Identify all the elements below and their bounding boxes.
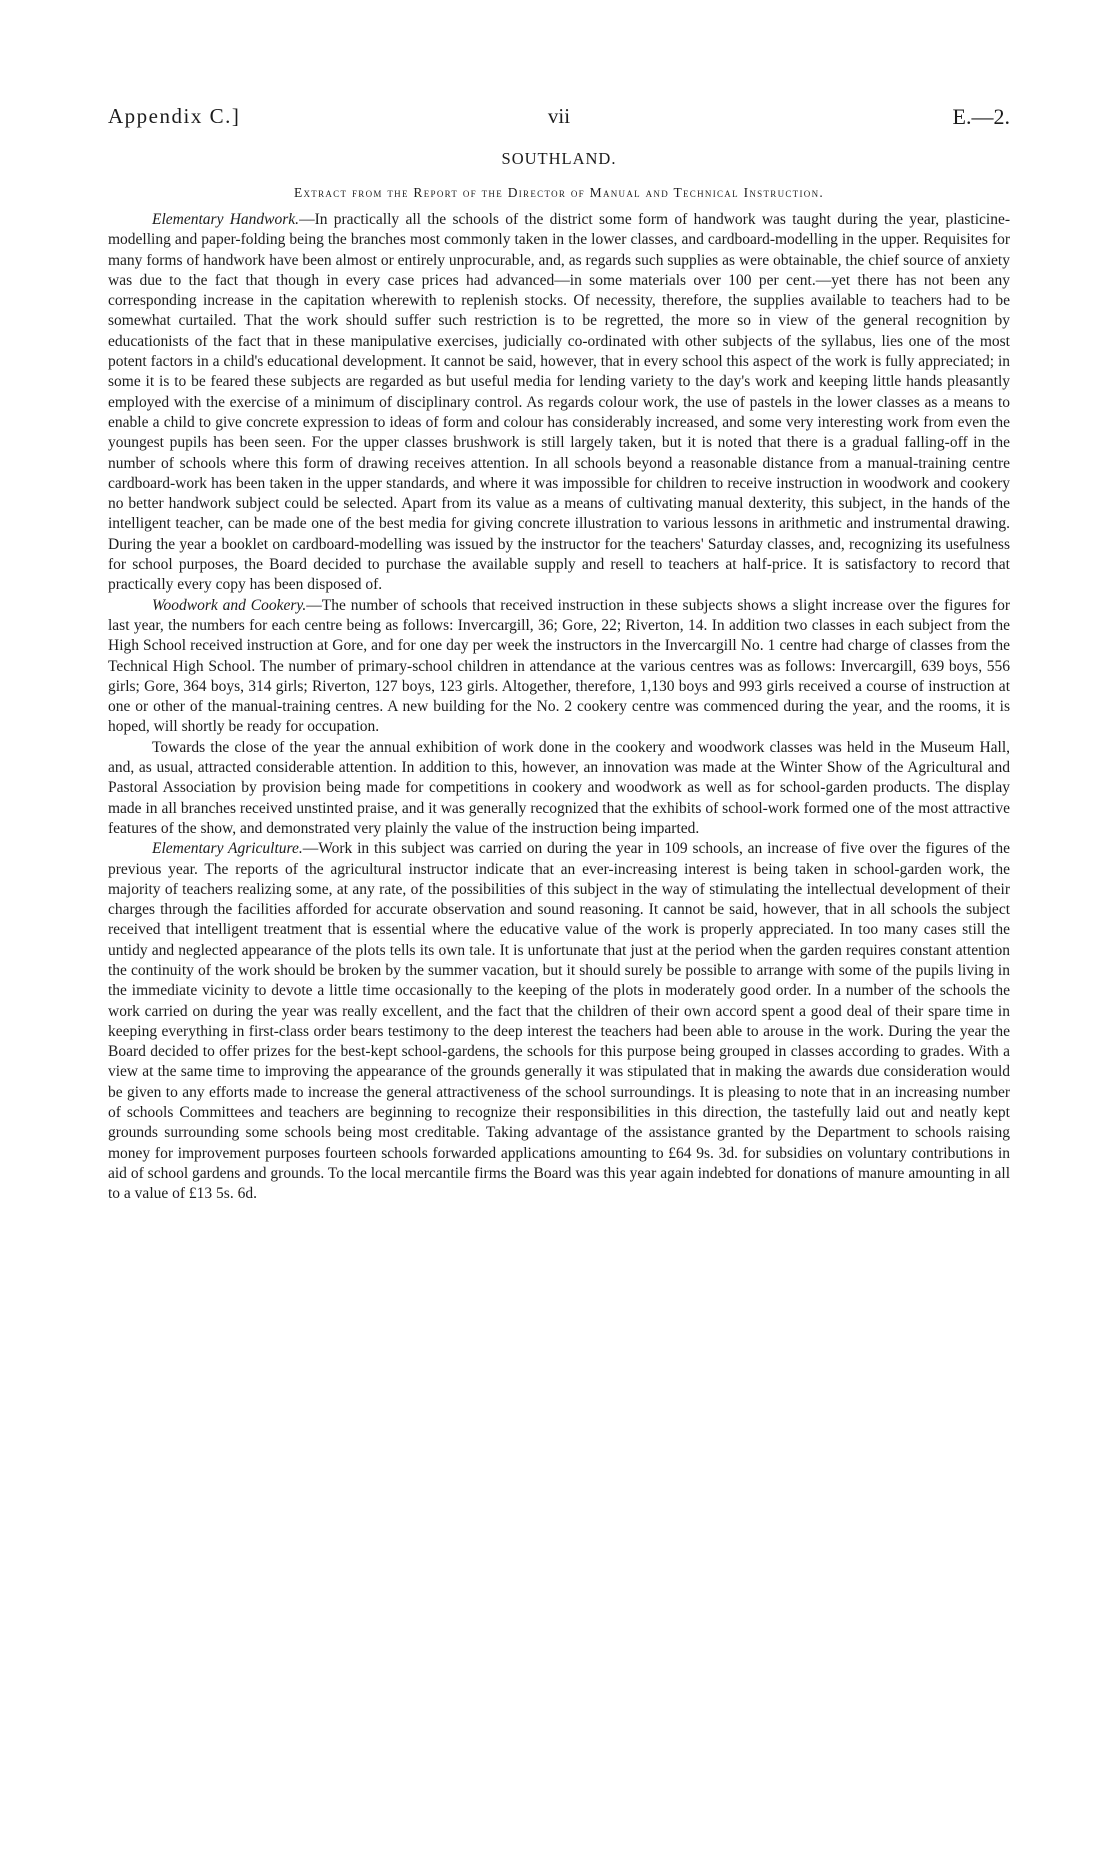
paragraph-heading: Woodwork and Cookery.	[152, 596, 307, 614]
paragraph-heading: Elementary Handwork.	[152, 211, 300, 228]
appendix-label: Appendix C.]	[108, 104, 241, 128]
paragraph-woodwork-cookery	[108, 596, 1010, 738]
document-code: E.—2.	[952, 104, 1010, 129]
paragraph-exhibition	[108, 738, 1010, 839]
document-body	[108, 210, 1010, 1205]
section-subtitle: Extract from the Report of the Director of Manual and Technical Instruction.	[293, 185, 825, 200]
section-title: SOUTHLAND.	[501, 149, 617, 168]
paragraph-text: Towards the close of the year the annual exhibition of work done in the cookery and woodwork classes was held in the Museum Hall, and, as usual, attracted considerable attention. In addition to this, however, an innovation was made at the Winter Show of the Agricultural and Pastoral Association by provision being made for competitions in cookery and woodwork as well as for school-garden products. The display made in all branches received unstinted praise, and it was generally recognized that the exhibits of school-work formed one of the most attractive features of the show, and demonstrated very plainly the value of the instruction being imparted.	[108, 738, 1010, 837]
paragraph-heading: Elementary Agriculture.	[152, 840, 303, 858]
paragraph-text: —The number of schools that received instruction in these subjects shows a slight increase over the figures for last year, the numbers for each centre being as follows: Invercargill, 36; Gore, 22; Riverton, 14. In addition two classes in each subject from the High School received instruction at Gore, and for one day per week the instructors in the Invercargill No. 1 centre had charge of classes from the Technical High School. The number of primary-school children in attendance at the various centres was as follows: Invercargill, 639 boys, 556 girls; Gore, 364 boys, 314 girls; Riverton, 127 boys, 123 girls. Altogether, therefore, 1,130 boys and 993 girls received a course of instruction at one or other of the manual-training centres. A new building for the No. 2 cookery centre was commenced during the year, and the rooms, it is hoped, will shortly be ready for occupation.	[108, 596, 1010, 736]
paragraph-text: —Work in this subject was carried on during the year in 109 schools, an increase of five over the figures of the previous year. The reports of the agricultural instructor indicate that an ever-increasing interest is being taken in school-garden work, the majority of teachers realizing some, at any rate, of the possibilities of this subject in the way of stimulating the intellectual development of their charges through the facilities afforded for accurate observation and sound reasoning. It cannot be said, however, that in all schools the subject received that intelligent treatment that is essential where the educative value of the work is properly appreciated. In too many cases still the untidy and neglected appearance of the plots tells its own tale. It is unfortunate that just at the period when the garden requires constant attention the continuity of the work should be broken by the summer vacation, but it should surely be possible to arrange with some of the pupils living in the immediate vicinity to devote a little time occasionally to the keeping of the plots in moderately good order. In a number of the schools the work carried on during the year was really excellent, and the fact that the children of their own accord spent a good deal of their spare time in keeping everything in first-class order bears testimony to the deep interest the teachers had been able to arouse in the work. During the year the Board decided to offer prizes for the best-kept school-gardens, the schools for this purpose being grouped in classes according to grades. With a view at the same time to improving the appearance of the grounds generally it was stipulated that in making the awards due consideration would be given to any efforts made to increase the general attractiveness of the school surroundings. It is pleasing to note that in an increasing number of schools Committees and teachers are beginning to recognize their responsibilities in this direction, the tastefully laid out and neatly kept grounds surrounding some schools being most creditable. Taking advantage of the assistance granted by the Department to schools raising money for improvement purposes fourteen schools forwarded applications amounting to £64 9s. 3d. for subsidies on voluntary contributions in aid of school gardens and grounds. To the local mercantile firms the Board was this year again indebted for donations of manure amounting in all to a value of £13 5s. 6d.	[108, 840, 1010, 1203]
paragraph-text: —In practically all the schools of the district some form of handwork was taught during the year, plasticine-modelling and paper-folding being the branches most commonly taken in the lower classes, and cardboard-modelling in the upper. Requisites for many forms of handwork have been almost or entirely unprocurable, and, as regards such supplies as were obtainable, the chief source of anxiety was due to the fact that though in every case prices had advanced—in some materials over 100 per cent.—yet there has not been any corresponding increase in the capitation wherewith to replenish stocks. Of necessity, therefore, the supplies available to teachers had to be somewhat curtailed. That the work should suffer such restriction is to be regretted, the more so in view of the general recognition by educationists of the fact that in these manipulative exercises, judicially co-ordinated with other subjects of the syllabus, lies one of the most potent factors in a child's educational development. It cannot be said, however, that in every school this aspect of the work is fully appreciated; in some it is to be feared these subjects are regarded as but useful media for lending variety to the day's work and keeping little hands pleasantly employed with the exercise of a minimum of disciplinary control. As regards colour work, the use of pastels in the lower classes as a means to enable a child to give concrete expression to ideas of form and colour has considerably increased, and some very interesting work from even the youngest pupils has been seen. For the upper classes brushwork is still largely taken, but it is noted that there is a gradual falling-off in the number of schools where this form of drawing receives attention. In all schools beyond a reasonable distance from a manual-training centre cardboard-work has been taken in the upper standards, and where it was impossible for children to receive instruction in woodwork and cookery no better handwork subject could be selected. Apart from its value as a means of cultivating manual dexterity, this subject, in the hands of the intelligent teacher, can be made one of the best media for giving concrete illustration to various lessons in arithmetic and instrumental drawing. During the year a booklet on cardboard-modelling was issued by the instructor for the teachers' Saturday classes, and, recognizing its usefulness for school purposes, the Board decided to purchase the available supply and resell to teachers at half-price. It is satisfactory to record that practically every copy has been disposed of.	[108, 211, 1011, 594]
paragraph-elementary-agriculture	[108, 839, 1010, 1204]
page-number: vii	[547, 104, 571, 128]
paragraph-elementary-handwork	[108, 210, 1010, 596]
page-header	[108, 104, 1010, 134]
